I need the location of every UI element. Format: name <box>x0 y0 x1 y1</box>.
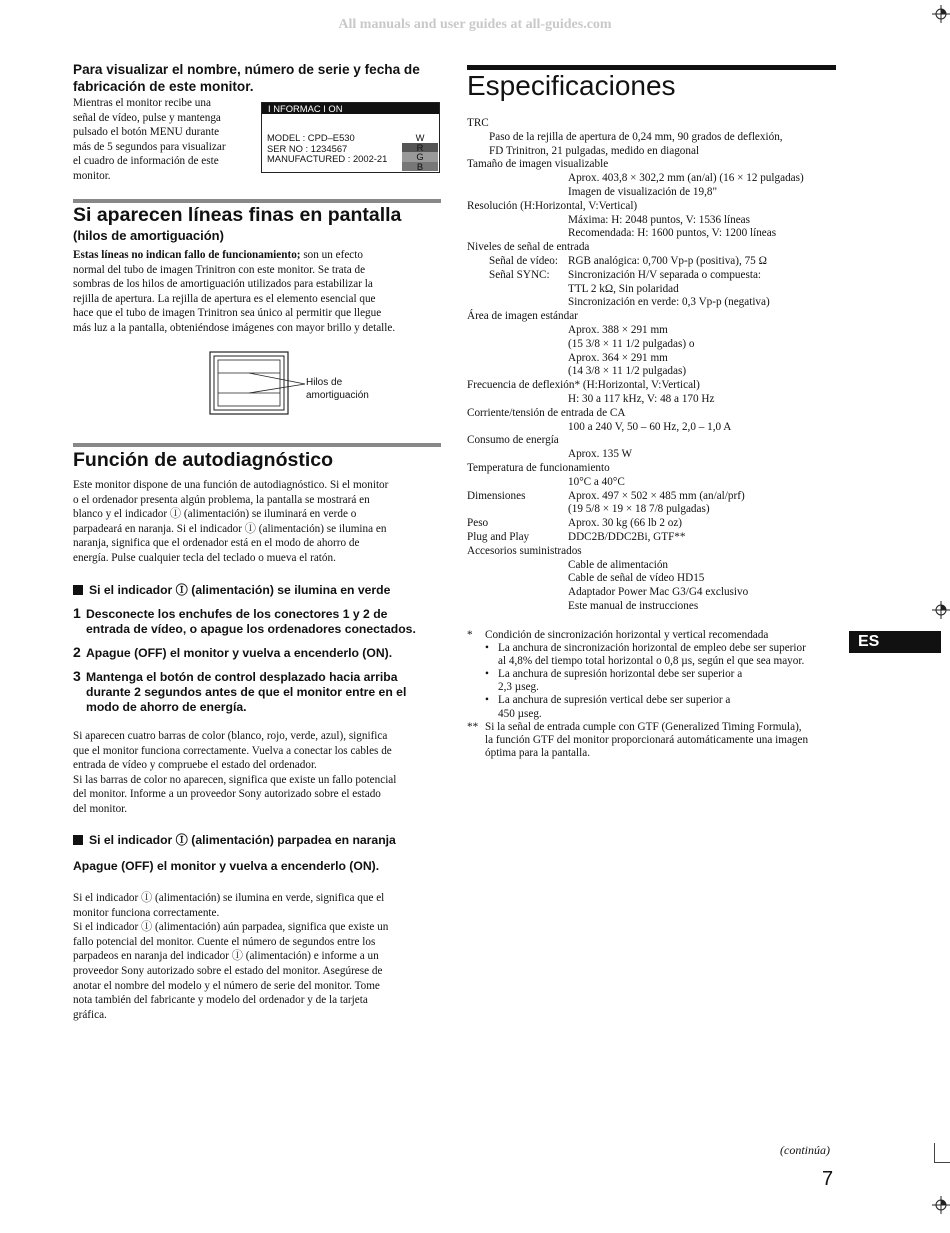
letter-w: W <box>402 133 438 143</box>
step-line: Apague (OFF) el monitor y vuelva a encenderlo (ON). <box>86 646 393 660</box>
text-line: o el ordenador presenta algún problema, la pantalla se mostrará en <box>73 493 370 506</box>
letter-r: R <box>402 143 438 153</box>
spec-sublabel: Señal de vídeo: <box>489 254 558 267</box>
section-title-selfdiag: Función de autodiagnóstico <box>73 449 333 471</box>
text-line: monitor funciona correctamente. <box>73 906 220 919</box>
note-line <box>467 694 842 707</box>
spec-value: 100 a 240 V, 50 – 60 Hz, 2,0 – 1,0 A <box>568 420 732 433</box>
spec-notes <box>467 629 842 760</box>
text-line: Si el indicador Ⓘ (alimentación) se ilumina en verde, significa que el <box>73 892 385 904</box>
spec-row <box>467 255 842 269</box>
note-mark: • <box>485 668 489 681</box>
spec-row <box>467 517 842 531</box>
trim-mark <box>934 1162 950 1163</box>
subheading-text: Si el indicador Ⓘ (alimentación) se ilumina en verde <box>89 583 391 597</box>
spec-label: Tamaño de imagen visualizable <box>467 158 609 171</box>
note-line <box>467 629 842 642</box>
info-paragraph <box>73 96 263 184</box>
text-line: sombras de los hilos de amortiguación utilizados para estabilizar la <box>73 278 373 291</box>
spec-row <box>467 572 842 586</box>
subheading-green <box>73 583 453 598</box>
spec-row <box>467 600 842 614</box>
trim-mark <box>934 1143 935 1163</box>
text-line: que el monitor funciona correctamente. Vuelva a conectar los cables de <box>73 744 392 757</box>
serial-line: SER NO : 1234567 <box>267 142 348 154</box>
step-line: durante 2 segundos antes de que el monitor entre en el <box>86 685 407 699</box>
spec-value: Sincronización H/V separada o compuesta: <box>568 268 762 281</box>
text-line: del monitor. <box>73 802 128 815</box>
note-text: óptima para la pantalla. <box>485 746 590 759</box>
note-line <box>467 655 842 668</box>
step-line: entrada de vídeo, o apague los ordenadores conectados. <box>86 622 416 636</box>
spec-row <box>467 338 842 352</box>
spec-value: H: 30 a 117 kHz, V: 48 a 170 Hz <box>568 392 715 405</box>
note-mark: • <box>485 694 489 707</box>
spec-row <box>467 241 842 255</box>
step-line: Mantenga el botón de control desplazado hacia arriba <box>86 670 398 684</box>
spec-value: DDC2B/DDC2Bi, GTF** <box>568 530 686 543</box>
spec-row <box>467 448 842 462</box>
note-text: La anchura de sincronización horizontal de empleo debe ser superior <box>498 642 806 655</box>
step-2 <box>73 646 453 661</box>
spec-value: (14 3/8 × 11 1/2 pulgadas) <box>568 365 687 378</box>
spec-row <box>467 365 842 379</box>
figure-label-line: Hilos de <box>306 377 343 388</box>
text-line: nota también del fabricante y modelo del ordenador y de la tarjeta <box>73 994 368 1007</box>
registration-mark-icon <box>932 601 950 619</box>
spec-row <box>467 131 842 145</box>
text-line: pulsado el botón MENU durante <box>73 126 220 139</box>
text-line: naranja, significa que el ordenador está en el modo de ahorro de <box>73 537 360 550</box>
spec-value: 10°C a 40°C <box>568 475 625 488</box>
registration-mark-icon <box>932 1196 950 1214</box>
information-lines <box>267 133 387 165</box>
spec-label: Temperatura de funcionamiento <box>467 461 610 474</box>
spec-row <box>467 476 842 490</box>
watermark: All manuals and user guides at all-guides.com <box>338 17 612 32</box>
figure-label-line: amortiguación <box>306 390 369 401</box>
spec-row <box>467 186 842 200</box>
spec-label: Área de imagen estándar <box>467 310 578 323</box>
note-mark: * <box>467 629 473 641</box>
language-tab <box>849 631 941 653</box>
spec-row <box>467 531 842 545</box>
spec-value: Recomendada: H: 1600 puntos, V: 1200 líneas <box>568 227 777 240</box>
spec-row <box>467 117 842 131</box>
text-run: son un efecto <box>300 249 363 261</box>
text-line: más luz a la pantalla, obteniéndose imágenes con mayor brillo y detalle. <box>73 321 396 334</box>
note-text: Condición de sincronización horizontal y vertical recomendada <box>485 629 769 641</box>
spec-label: Peso <box>467 517 489 530</box>
spec-value: TTL 2 kΩ, Sin polaridad <box>568 282 679 295</box>
spec-row <box>467 200 842 214</box>
spec-value: RGB analógica: 0,700 Vp-p (positiva), 75 Ω <box>568 254 767 267</box>
selfdiag-paragraph <box>73 478 448 566</box>
step-3 <box>73 670 453 715</box>
note-text: 450 µseg. <box>498 707 542 720</box>
note-text: Si la señal de entrada cumple con GTF (Generalized Timing Formula), <box>485 720 802 733</box>
blinking-paragraph <box>73 891 453 1022</box>
spec-sublabel: FD Trinitron, 21 pulgadas, medido en diagonal <box>489 144 700 157</box>
square-bullet-icon <box>73 835 83 845</box>
note-mark: • <box>485 642 489 655</box>
step-1 <box>73 607 453 637</box>
text-line: parpadeará en naranja. Si el indicador Ⓘ (alimentación) se ilumina en <box>73 522 387 535</box>
spec-row <box>467 296 842 310</box>
note-line <box>467 734 842 747</box>
spec-label: Resolución (H:Horizontal, V:Vertical) <box>467 199 638 212</box>
note-line <box>467 642 842 655</box>
spec-list <box>467 117 842 614</box>
spec-value: (19 5/8 × 19 × 18 7/8 pulgadas) <box>568 503 710 516</box>
spec-value: Cable de alimentación <box>568 558 669 571</box>
text-line: normal del tubo de imagen Trinitron con este monitor. Se trata de <box>73 263 366 276</box>
spec-row <box>467 586 842 600</box>
text-line: blanco y el indicador Ⓘ (alimentación) se iluminará en verde o <box>73 508 357 521</box>
spec-sublabel: Señal SYNC: <box>489 268 550 281</box>
text-line: entrada de vídeo y compruebe el estado del ordenador. <box>73 759 317 772</box>
spec-row <box>467 145 842 159</box>
spec-row <box>467 379 842 393</box>
information-box <box>261 102 440 173</box>
spec-value: Aprox. 403,8 × 302,2 mm (an/al) (16 × 12 pulgadas) <box>568 172 804 185</box>
text-line: señal de vídeo, pulse y mantenga <box>73 111 221 124</box>
step-number: 2 <box>73 644 81 660</box>
spec-title: Especificaciones <box>467 70 676 101</box>
text-line: hace que el tubo de imagen Trinitron sea único al permitir que llegue <box>73 307 382 320</box>
page-number: 7 <box>822 1168 834 1190</box>
text-line: Si el indicador Ⓘ (alimentación) aún parpadea, significa que existe un <box>73 921 389 934</box>
section-rule <box>73 443 441 447</box>
spec-row <box>467 214 842 228</box>
text-line: el cuadro de información de este <box>73 155 219 168</box>
spec-row <box>467 421 842 435</box>
spec-row <box>467 283 842 297</box>
spec-label: Dimensiones <box>467 489 526 502</box>
text-line: más de 5 segundos para visualizar <box>73 140 226 153</box>
damper-wire-figure <box>209 351 309 415</box>
spec-value: Aprox. 497 × 502 × 485 mm (an/al/prf) <box>568 489 745 502</box>
text-line: anotar el nombre del modelo y el número de serie del monitor. Tome <box>73 979 380 992</box>
bold-lead: Estas líneas no indican fallo de funcionamiento; <box>73 249 301 261</box>
spec-value: Adaptador Power Mac G3/G4 exclusivo <box>568 586 749 599</box>
spec-label: Consumo de energía <box>467 434 559 447</box>
spec-value: Aprox. 30 kg (66 lb 2 oz) <box>568 517 683 530</box>
information-header: I NFORMAC I ON <box>262 103 439 114</box>
step-line: modo de ahorro de energía. <box>86 700 247 714</box>
text-line: Si aparecen cuatro barras de color (blanco, rojo, verde, azul), significa <box>73 730 388 742</box>
colorbars-paragraph <box>73 729 453 817</box>
section-title-lines: Si aparecen líneas finas en pantalla <box>73 204 402 226</box>
note-mark: ** <box>467 720 479 733</box>
text-line: proveedor Sony autorizado sobre el estado del monitor. Asegúrese de <box>73 964 383 977</box>
letter-g: G <box>402 152 438 162</box>
color-letters <box>402 133 438 172</box>
spec-row <box>467 503 842 517</box>
square-bullet-icon <box>73 585 83 595</box>
note-line <box>467 668 842 681</box>
text-line: del monitor. Informe a un proveedor Sony autorizado sobre el estado <box>73 788 381 801</box>
spec-row <box>467 310 842 324</box>
spec-row <box>467 352 842 366</box>
text-line: fallo potencial del monitor. Cuente el número de segundos entre los <box>73 935 376 948</box>
spec-row <box>467 172 842 186</box>
spec-label: Plug and Play <box>467 530 530 543</box>
spec-sublabel: Paso de la rejilla de apertura de 0,24 mm, 90 grados de deflexión, <box>489 130 783 143</box>
text-line: parpadeos en naranja del indicador Ⓘ (alimentación) e informe a un <box>73 950 379 963</box>
spec-row <box>467 158 842 172</box>
spec-value: Máxima: H: 2048 puntos, V: 1536 líneas <box>568 213 750 226</box>
spec-row <box>467 462 842 476</box>
step-number: 1 <box>73 605 81 621</box>
spec-label: TRC <box>467 117 489 129</box>
text-line: Mientras el monitor recibe una <box>73 97 211 109</box>
spec-row <box>467 227 842 241</box>
continues-label: (continúa) <box>780 1143 830 1157</box>
spec-value: Imagen de visualización de 19,8" <box>568 185 718 198</box>
spec-value: Aprox. 135 W <box>568 448 633 461</box>
spec-value: Sincronización en verde: 0,3 Vp-p (negativa) <box>568 296 770 309</box>
spec-row <box>467 324 842 338</box>
note-line <box>467 681 842 694</box>
spec-value: Este manual de instrucciones <box>568 599 699 612</box>
section-title-info: Para visualizar el nombre, número de serie y fecha de fabricación de este monitor. <box>73 62 420 94</box>
spec-row <box>467 545 842 559</box>
spec-label: Accesorios suministrados <box>467 544 582 557</box>
note-line <box>467 708 842 721</box>
subheading-orange <box>73 833 453 848</box>
spec-label: Niveles de señal de entrada <box>467 241 590 254</box>
spec-label: Frecuencia de deflexión* (H:Horizontal, V:Vertical) <box>467 379 700 392</box>
spec-value: Cable de señal de vídeo HD15 <box>568 572 705 585</box>
text-line: Si las barras de color no aparecen, significa que existe un fallo potencial <box>73 773 397 786</box>
note-line <box>467 721 842 734</box>
note-text: al 4,8% del tiempo total horizontal o 0,8 µs, según el que sea mayor. <box>498 655 805 668</box>
lines-paragraph <box>73 248 448 336</box>
registration-mark-icon <box>932 5 950 23</box>
manufactured-line: MANUFACTURED : 2002-21 <box>267 153 388 164</box>
spec-row <box>467 393 842 407</box>
note-text: La anchura de supresión horizontal debe ser superior a <box>498 668 743 681</box>
language-tab-label: ES <box>858 633 880 650</box>
text-line: gráfica. <box>73 1008 107 1021</box>
spec-value: (15 3/8 × 11 1/2 pulgadas) o <box>568 337 695 350</box>
spec-row <box>467 490 842 504</box>
text-line: energía. Pulse cualquier tecla del teclado o mueva el ratón. <box>73 551 336 564</box>
text-line: rejilla de apertura. La rejilla de apertura es el elemento esencial que <box>73 292 376 305</box>
step-number: 3 <box>73 668 81 684</box>
spec-row <box>467 269 842 283</box>
subheading-text: Si el indicador Ⓘ (alimentación) parpadea en naranja <box>89 833 396 847</box>
spec-value: Aprox. 364 × 291 mm <box>568 351 668 364</box>
spec-label: Corriente/tensión de entrada de CA <box>467 406 626 419</box>
text-line: Este monitor dispone de una función de autodiagnóstico. Si el monitor <box>73 479 389 491</box>
note-text: 2,3 µseg. <box>498 681 539 694</box>
spec-value: Aprox. 388 × 291 mm <box>568 323 668 336</box>
figure-label <box>306 376 369 402</box>
step-line: Desconecte los enchufes de los conectores 1 y 2 de <box>86 607 388 621</box>
spec-row <box>467 559 842 573</box>
text-line <box>73 248 448 263</box>
text-line: monitor. <box>73 169 111 182</box>
spec-row <box>467 434 842 448</box>
letter-b: B <box>402 162 438 172</box>
orange-action: Apague (OFF) el monitor y vuelva a encenderlo (ON). <box>73 859 380 873</box>
note-text: La anchura de supresión vertical debe ser superior a <box>498 694 731 707</box>
note-line <box>467 747 842 760</box>
section-subtitle: (hilos de amortiguación) <box>73 228 224 243</box>
spec-row <box>467 407 842 421</box>
note-text: la función GTF del monitor proporcionará automáticamente una imagen <box>485 733 809 746</box>
model-line: MODEL : CPD–E530 <box>267 132 355 143</box>
